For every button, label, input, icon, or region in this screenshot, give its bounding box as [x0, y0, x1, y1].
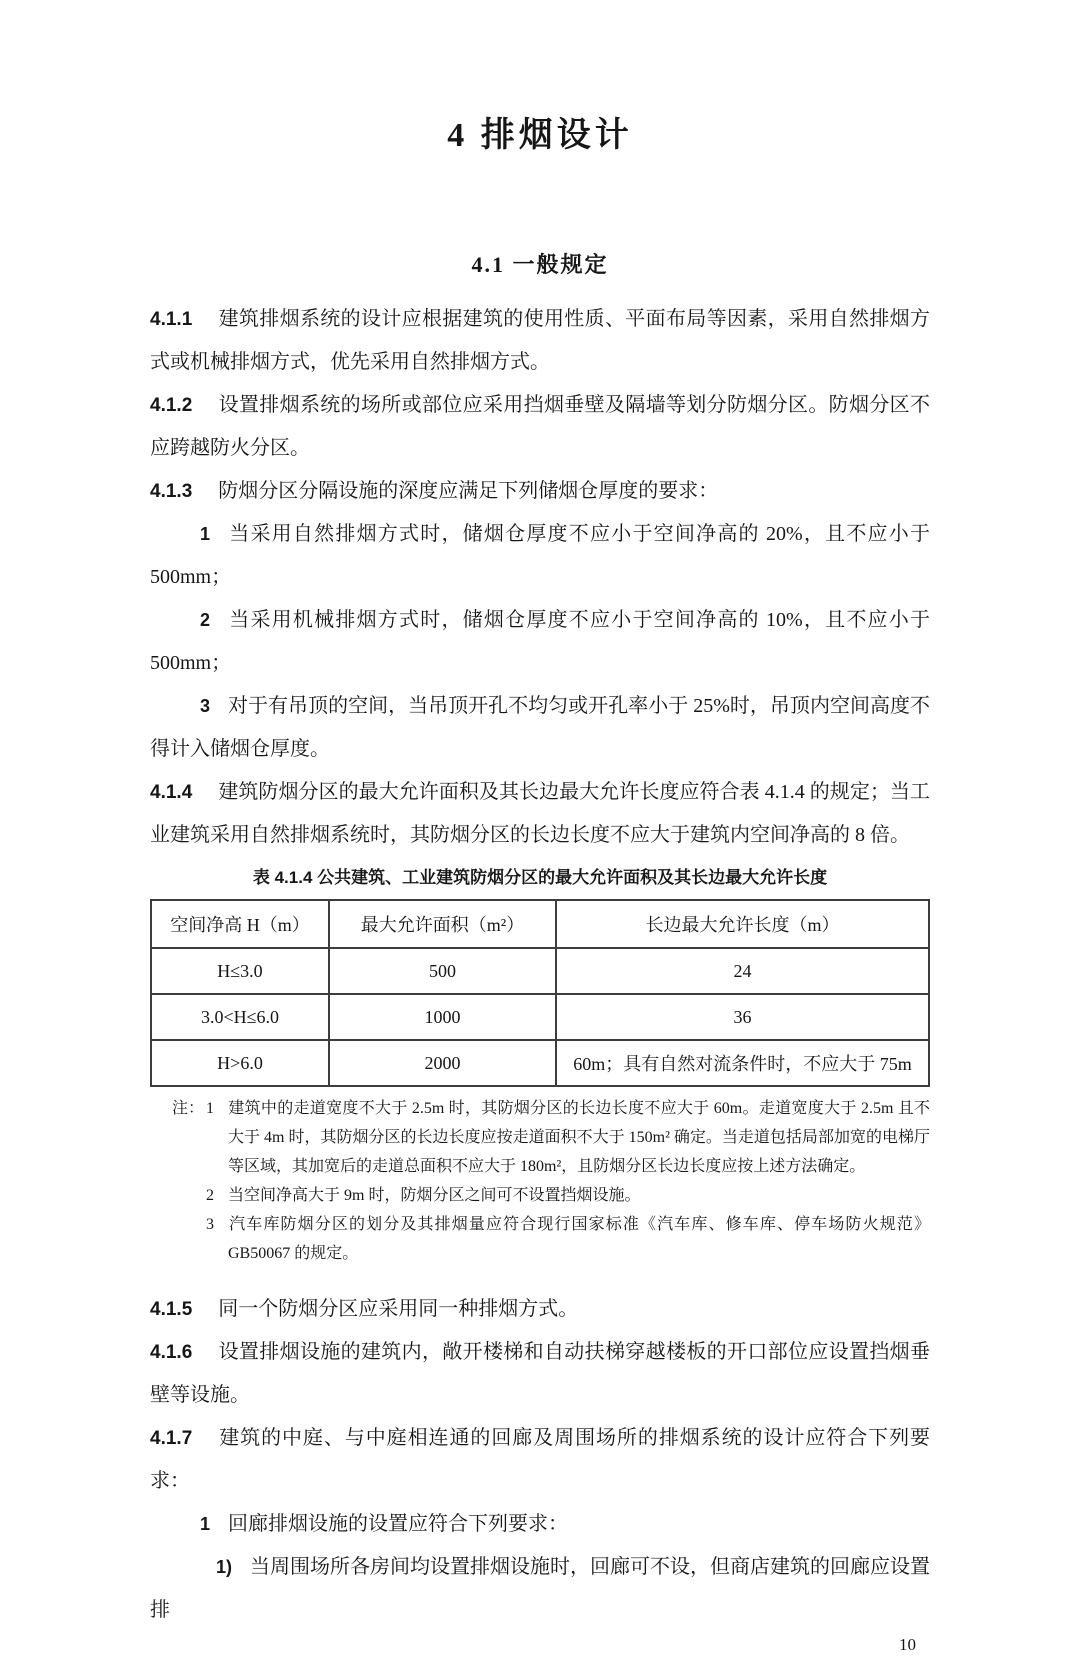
clause-number: 4.1.5	[150, 1299, 193, 1321]
item-text: 回廊排烟设施的设置应符合下列要求：	[228, 1513, 569, 1536]
note-item-2	[206, 1181, 930, 1210]
table-row	[151, 1040, 929, 1086]
table-row	[151, 948, 929, 994]
clause-number: 4.1.6	[150, 1342, 193, 1364]
page-number: 10	[899, 1635, 916, 1655]
clause-number: 4.1.4	[150, 782, 193, 804]
table-cell: 3.0<H≤6.0	[151, 994, 329, 1040]
clause-text: 防烟分区分隔设施的深度应满足下列储烟仓厚度的要求：	[218, 480, 719, 503]
clause-4-1-7-item-1-sub-1	[150, 1546, 930, 1632]
table-header-cell: 空间净高 H（m）	[151, 900, 329, 948]
clause-4-1-1	[150, 298, 930, 384]
clause-4-1-7	[150, 1417, 930, 1503]
page-title: 4 排烟设计	[447, 117, 633, 154]
table-cell: 1000	[329, 994, 556, 1040]
section-heading: 4.1 一般规定	[471, 251, 609, 277]
table-notes	[150, 1094, 930, 1268]
clause-number: 4.1.2	[150, 395, 193, 417]
table-row	[151, 994, 929, 1040]
item-number: 2	[200, 610, 211, 631]
note-text: 当空间净高大于 9m 时，防烟分区之间可不设置挡烟设施。	[228, 1187, 641, 1205]
clause-4-1-6	[150, 1331, 930, 1417]
note-number: 3	[206, 1216, 214, 1234]
clause-4-1-3	[150, 470, 930, 513]
note-item-3	[206, 1210, 930, 1268]
clause-4-1-3-item-2	[150, 599, 930, 685]
clause-number: 4.1.3	[150, 481, 193, 503]
table-cell: 60m；具有自然对流条件时，不应大于 75m	[556, 1040, 929, 1086]
item-text: 对于有吊顶的空间，当吊顶开孔不均匀或开孔率小于 25%时，吊顶内空间高度不得计入储烟仓厚度。	[150, 695, 930, 761]
table-cell: 500	[329, 948, 556, 994]
note-number: 1	[206, 1100, 214, 1118]
clause-number: 4.1.1	[150, 309, 193, 331]
clause-text: 建筑的中庭、与中庭相连通的回廊及周围场所的排烟系统的设计应符合下列要求：	[150, 1427, 930, 1493]
note-number: 2	[206, 1187, 214, 1205]
item-text: 当采用自然排烟方式时，储烟仓厚度不应小于空间净高的 20%，且不应小于 500mm；	[150, 523, 930, 589]
subitem-text: 当周围场所各房间均设置排烟设施时，回廊可不设，但商店建筑的回廊应设置排	[150, 1556, 931, 1622]
table-cell: 36	[556, 994, 929, 1040]
item-number: 1	[200, 524, 211, 545]
clause-4-1-3-item-1	[150, 513, 930, 599]
notes-label: 注：	[172, 1100, 205, 1118]
table-header-cell: 最大允许面积（m²）	[329, 900, 556, 948]
clause-4-1-3-item-3	[150, 685, 930, 771]
table-header-cell: 长边最大允许长度（m）	[556, 900, 929, 948]
clause-4-1-7-item-1	[150, 1503, 930, 1546]
table-cell: H>6.0	[151, 1040, 329, 1086]
clause-text: 同一个防烟分区应采用同一种排烟方式。	[218, 1298, 579, 1321]
item-number: 3	[200, 696, 211, 717]
item-number: 1	[200, 1514, 211, 1535]
document-body	[150, 298, 930, 857]
clause-4-1-5	[150, 1288, 930, 1331]
clause-text: 设置排烟设施的建筑内，敞开楼梯和自动扶梯穿越楼板的开口部位应设置挡烟垂壁等设施。	[150, 1341, 930, 1407]
clause-number: 4.1.7	[150, 1428, 193, 1450]
note-text: 汽车库防烟分区的划分及其排烟量应符合现行国家标准《汽车库、修车库、停车场防火规范》GB50067 的规定。	[228, 1216, 930, 1263]
table-4-1-4	[150, 899, 930, 1087]
clause-4-1-4	[150, 771, 930, 857]
note-text: 建筑中的走道宽度不大于 2.5m 时，其防烟分区的长边长度不应大于 60m。走道宽度大于 2.5m 且不大于 4m 时，其防烟分区的长边长度应按走道面积不大于 150m² 确定。当走道包括局部加宽的电梯厅等区域，其加宽后的走道总面积不应大于 180m²，且防烟分区长边长度应按上述方法确定。	[228, 1100, 930, 1176]
subitem-number: 1)	[216, 1557, 233, 1578]
table-cell: 2000	[329, 1040, 556, 1086]
table-header-row	[151, 900, 929, 948]
table-cell: 24	[556, 948, 929, 994]
clause-text: 建筑防烟分区的最大允许面积及其长边最大允许长度应符合表 4.1.4 的规定；当工业建筑采用自然排烟系统时，其防烟分区的长边长度不应大于建筑内空间净高的 8 倍。	[150, 781, 930, 847]
table-caption: 表 4.1.4 公共建筑、工业建筑防烟分区的最大允许面积及其长边最大允许长度	[252, 868, 828, 888]
note-item-1	[206, 1094, 930, 1181]
clause-text: 建筑排烟系统的设计应根据建筑的使用性质、平面布局等因素，采用自然排烟方式或机械排烟方式，优先采用自然排烟方式。	[150, 308, 930, 374]
item-text: 当采用机械排烟方式时，储烟仓厚度不应小于空间净高的 10%，且不应小于 500mm；	[150, 609, 930, 675]
table-cell: H≤3.0	[151, 948, 329, 994]
clause-text: 设置排烟系统的场所或部位应采用挡烟垂壁及隔墙等划分防烟分区。防烟分区不应跨越防火分区。	[150, 394, 930, 460]
document-body-continued	[150, 1288, 930, 1632]
clause-4-1-2	[150, 384, 930, 470]
